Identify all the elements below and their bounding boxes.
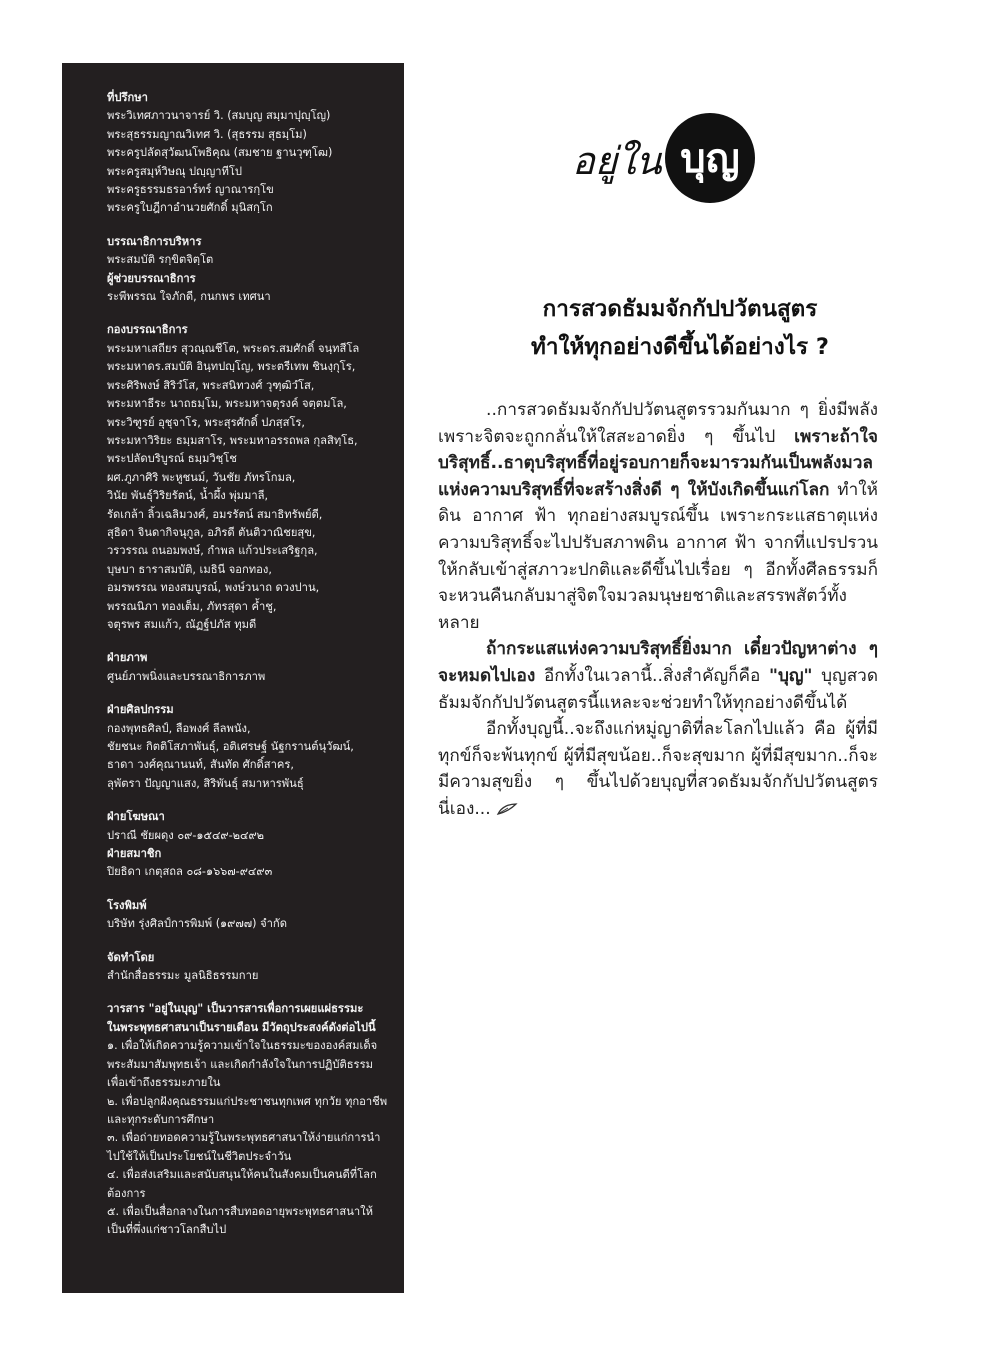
section-title: วารสาร "อยู่ในบุญ" เป็นวารสารเพื่อการเผยแผ่ธรรมะ <box>107 1002 364 1016</box>
credit-line: พระมหาดร.สมบัติ อินฺทปญฺโญ, พระตรีเทพ ชินงฺกุโร, <box>107 360 356 374</box>
paragraph-3 <box>438 716 878 822</box>
section-title: บรรณาธิการบริหาร <box>107 234 202 248</box>
credit-line: ปิยธิดา เกตุสถล ๐๘-๑๖๖๗-๙๔๙๓ <box>107 865 273 879</box>
logo-script-text: อยู่ใน <box>572 139 662 183</box>
credit-line: ผศ.ภูภาศิริ พะหูชนม์, วันชัย ภัทรโกมล, <box>107 470 296 484</box>
advisors-section <box>107 89 390 218</box>
objective-item: ๒. เพื่อปลูกฝังคุณธรรมแก่ประชาชนทุกเพศ ทุกวัย ทุกอาชีพ และทุกระดับการศึกษา <box>107 1094 388 1126</box>
produced-section <box>107 949 390 986</box>
credit-line: ปราณี ชัยผดุง ๐๙-๑๕๔๙-๒๔๙๒ <box>107 828 265 842</box>
exec-editor-section <box>107 233 390 307</box>
section-title: ที่ปรึกษา <box>107 91 148 104</box>
headline-line-1: การสวดธัมมจักกัปปวัตนสูตร <box>542 296 818 322</box>
credit-line: ธาดา วงศ์คุณานนท์, สันทัด ศักดิ์สาคร, <box>107 758 294 772</box>
magazine-logo <box>572 112 772 204</box>
text-span: ทำให้ดิน อากาศ ฟ้า ทุกอย่างสมบูรณ์ขึ้น เพราะกระแสธาตุแห่งความบริสุทธิ์จะไปปรับสภาพดิน อากาศ ฟ้า จากที่แปรปรวนให้กลับเข้าสู่สภาวะปกติและดีขึ้นไปเรื่อย ๆ อีกทั้งศีลธรรมก็จะหวนคืนกลับมาสู่จิตใจมวลมนุษยชาติและสรรพสัตว์ทั้งหลาย <box>438 479 878 633</box>
section-title: ฝ่ายศิลปกรรม <box>107 703 174 717</box>
ads-section <box>107 808 390 882</box>
photo-section <box>107 649 390 686</box>
credit-line: ระพีพรรณ ใจภักดี, กนกพร เทศนา <box>107 290 271 304</box>
credit-line: พระศิริพงษ์ สิริวํโส, พระสนิทวงศ์ วุฑฺฒิวํโส, <box>107 378 315 392</box>
section-title: ฝ่ายโฆษณา <box>107 810 165 824</box>
article-body <box>438 397 878 823</box>
paragraph-2 <box>438 636 878 716</box>
credit-line: วินัย พันธุ์วิริยรัตน์, น้ำผึ้ง พุ่มมาลี, <box>107 489 269 503</box>
section-title: ฝ่ายภาพ <box>107 651 148 665</box>
section-title: ในพระพุทธศาสนาเป็นรายเดือน มีวัตถุประสงค์ดังต่อไปนี้ <box>107 1020 376 1034</box>
credit-line: วรวรรณ ถนอมพงษ์, กำพล แก้วประเสริฐกุล, <box>107 544 318 558</box>
credit-line: พระมหาวิริยะ ธมฺมสาโร, พระมหาอรรถพล กุลสิทฺโธ, <box>107 433 358 447</box>
objective-item: ๔. เพื่อส่งเสริมและสนับสนุนให้คนในสังคมเป็นคนดีที่โลกต้องการ <box>107 1168 377 1200</box>
credit-line: พระครูธรรมธรอาร์ทร์ ญาณารกฺโข <box>107 183 274 197</box>
section-title: ฝ่ายสมาชิก <box>107 847 162 861</box>
article-headline <box>470 290 890 366</box>
credit-line: บุษบา ธาราสมบัติ, เมธินี จอกทอง, <box>107 562 272 576</box>
quill-end-icon <box>496 802 518 816</box>
credit-line: รัดเกล้า ลิ้วเฉลิมวงศ์, อมรรัตน์ สมาธิทรัพย์ดี, <box>107 507 323 521</box>
credit-line: พระวิเทศภาวนาจารย์ วิ. (สมบุญ สมฺมาปุญฺโญ) <box>107 109 331 123</box>
objective-item: ๑. เพื่อให้เกิดความรู้ความเข้าใจในธรรมะขององค์สมเด็จพระสัมมาสัมพุทธเจ้า และเกิดกำลังใจในการปฏิบัติธรรมเพื่อเข้าถึงธรรมะภายใน <box>107 1039 378 1090</box>
section-title: ผู้ช่วยบรรณาธิการ <box>107 271 196 285</box>
headline-line-2: ทำให้ทุกอย่างดีขึ้นได้อย่างไร ? <box>531 334 829 360</box>
credit-line: จตุรพร สมแก้ว, ณัฏฐ์ปภัส ทุมดี <box>107 617 257 631</box>
editorial-section <box>107 321 390 634</box>
credit-line: กองพุทธศิลป์, ลือพงศ์ ลีลพนัง, <box>107 721 251 735</box>
credit-line: ลุพัตรา ปัญญาแสง, สิริพันธุ์ สมาหารพันธุ์ <box>107 776 304 790</box>
credit-line: พระครูใบฎีกาอำนวยศักดิ์ มุนิสกฺโก <box>107 201 273 215</box>
text-span: อีกทั้งในเวลานี้..สิ่งสำคัญก็คือ <box>535 665 769 686</box>
bold-span: "บุญ" <box>769 665 813 686</box>
paragraph-1 <box>438 397 878 636</box>
logo-circle-text: บุญ <box>680 135 740 182</box>
credit-line: พระครูสมุห์วิษณุ ปญฺญาทีโป <box>107 164 242 178</box>
credit-line: พระวิฑูรย์ อุชุจาโร, พระสุรศักดิ์ ปภสฺสโร, <box>107 415 305 429</box>
credit-line: สำนักสื่อธรรมะ มูลนิธิธรรมกาย <box>107 969 259 983</box>
section-title: จัดทำโดย <box>107 950 155 964</box>
text-span: บุญสวดธัมมจักกัปปวัตนสูตรนี้แหละจะช่วยทำให้ทุกอย่างดีขึ้นได้ <box>438 665 878 713</box>
text-span: ..การสวดธัมมจักกัปปวัตนสูตรรวมกันมาก ๆ ยิ่งมีพลัง เพราะจิตจะถูกกลั่นให้ใสสะอาดยิ่ง ๆ ขึ้นไป <box>438 400 878 447</box>
credit-line: สุธิดา จินดากิจนุกูล, อภิรดี ตันติวาณิชยสุข, <box>107 525 316 539</box>
section-title: กองบรรณาธิการ <box>107 323 188 337</box>
art-section <box>107 701 390 793</box>
credit-line: พระสุธรรมญาณวิเทศ วิ. (สุธรรม สุธมฺโม) <box>107 127 307 141</box>
logo-artwork <box>572 112 772 204</box>
credit-line: พระมหาธีระ นาถธมฺโม, พระมหาจตุรงค์ จตฺตมโล, <box>107 397 347 411</box>
credit-line: ศูนย์ภาพนิ่งและบรรณาธิการภาพ <box>107 669 266 683</box>
printer-section <box>107 897 390 934</box>
credit-line: พระมหาเสถียร สุวณฺณชีโต, พระดร.สมศักดิ์ จนฺทสีโล <box>107 341 360 355</box>
credit-line: พระสมบัติ รกฺขิตจิตฺโต <box>107 253 214 267</box>
about-section <box>107 1000 390 1239</box>
credit-line: บริษัท รุ่งศิลป์การพิมพ์ (๑๙๗๗) จำกัด <box>107 917 287 931</box>
credit-line: อมรพรรณ ทองสมบูรณ์, พงษ์วนาถ ดวงปาน, <box>107 581 320 595</box>
bold-span: เพราะถ้าใจบริสุทธิ์..ธาตุบริสุทธิ์ที่อยู่รอบกายก็จะมารวมกันเป็นพลังมวลแห่งความบริสุทธิ์ที่จะสร้างสิ่งดี ๆ ให้บังเกิดขึ้นแก่โลก <box>438 426 878 500</box>
credit-line: พระครูปลัดสุวัฒนโพธิคุณ (สมชาย ฐานวุฑฺโฒ) <box>107 146 333 160</box>
objective-item: ๓. เพื่อถ่ายทอดความรู้ในพระพุทธศาสนาให้ง่ายแก่การนำไปใช้ให้เป็นประโยชน์ในชีวิตประจำวัน <box>107 1131 381 1163</box>
credit-line: พรรณนิภา ทองเต็ม, ภัทรสุดา ค้ำชู, <box>107 599 277 613</box>
objective-item: ๕. เพื่อเป็นสื่อกลางในการสืบทอดอายุพระพุทธศาสนาให้เป็นที่พึ่งแก่ชาวโลกสืบไป <box>107 1204 373 1237</box>
section-title: โรงพิมพ์ <box>107 898 147 912</box>
text-span: อีกทั้งบุญนี้..จะถึงแก่หมู่ญาติที่ละโลกไปแล้ว คือ ผู้ที่มีทุกข์ก็จะพ้นทุกข์ ผู้ที่มีสุขน้อย..ก็จะสุขมาก ผู้ที่มีสุขมาก..ก็จะมีความสุขยิ่ง ๆ ขึ้นไปด้วยบุญที่สวดธัมมจักกัปปวัตนสูตรนี่เอง... <box>438 719 878 819</box>
credit-line: ชัยชนะ กิตติโสภาพันธุ์, อติเศรษฐ์ นัฐกรานต์นุวัฒน์, <box>107 740 354 753</box>
bold-span: ถ้ากระแสแห่งความบริสุทธิ์ยิ่งมาก เดี๋ยวปัญหาต่าง ๆ จะหมดไปเอง <box>438 639 878 686</box>
credits-sidebar <box>62 63 404 1293</box>
credit-line: พระปลัดบริบูรณ์ ธมฺมวิชฺโช <box>107 452 237 466</box>
